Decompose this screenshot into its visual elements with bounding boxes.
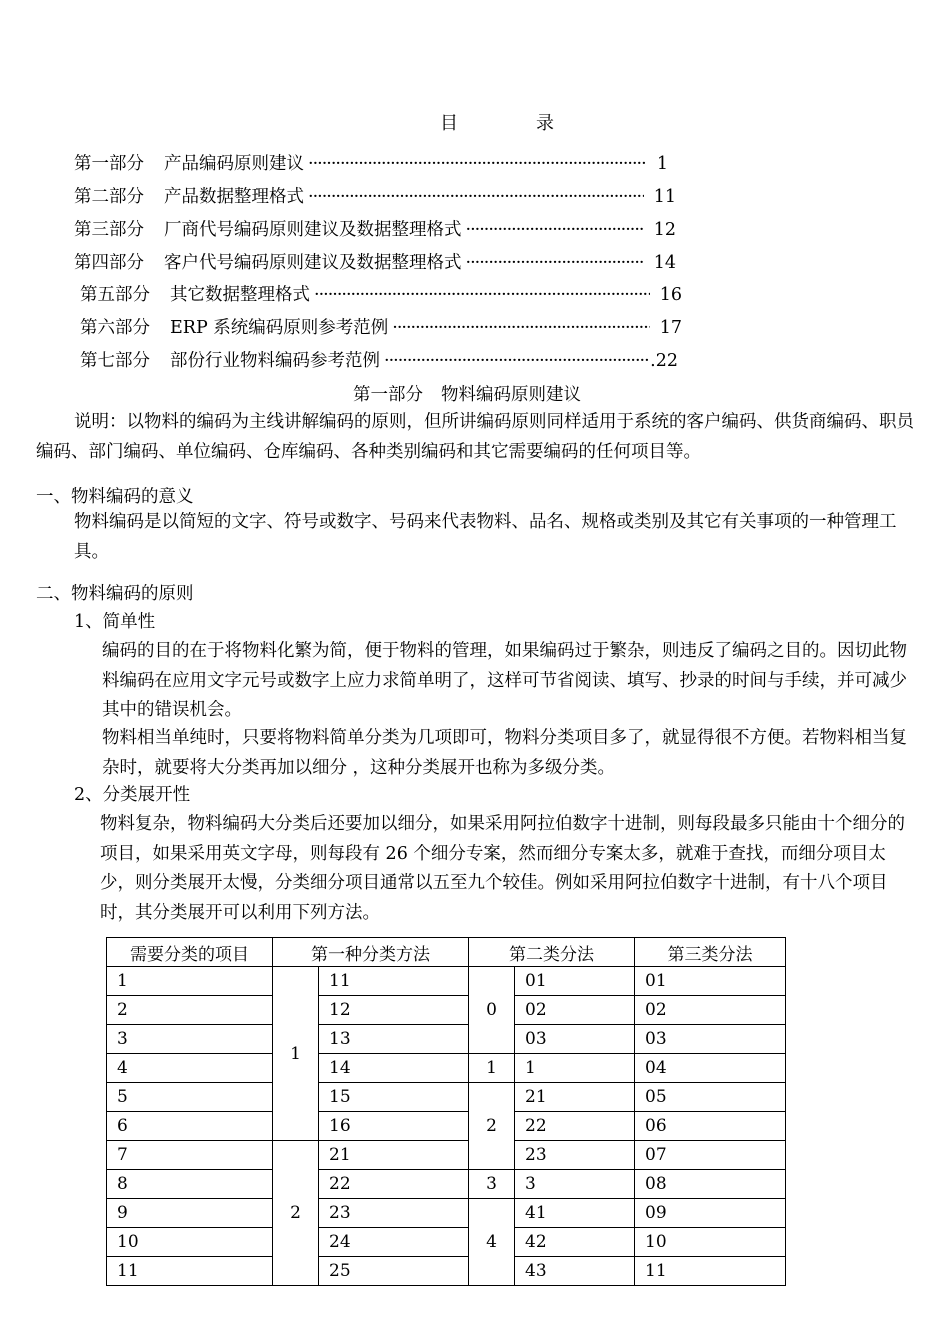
method3-code-cell: 04 bbox=[635, 1054, 786, 1083]
subheading-expandability: 2、分类展开性 bbox=[74, 785, 191, 805]
toc-page-number: 14 bbox=[653, 253, 676, 273]
item-cell: 3 bbox=[107, 1025, 273, 1054]
toc-page-number: 12 bbox=[653, 220, 676, 240]
toc-part: 第一部分 bbox=[74, 154, 144, 174]
item-cell: 10 bbox=[107, 1228, 273, 1257]
item-cell: 9 bbox=[107, 1199, 273, 1228]
method1-code-cell: 24 bbox=[319, 1228, 469, 1257]
method1-code-cell: 15 bbox=[319, 1083, 469, 1112]
toc-entry[interactable] bbox=[74, 216, 676, 244]
table-header: 需要分类的项目 bbox=[107, 938, 273, 967]
classification-table bbox=[106, 937, 786, 1286]
toc-part: 第二部分 bbox=[74, 187, 144, 207]
toc-entry-title: 产品编码原则建议 bbox=[164, 154, 304, 174]
method2-group-cell: 4 bbox=[469, 1199, 515, 1286]
toc-leader-dots bbox=[308, 183, 644, 211]
table-row bbox=[107, 996, 786, 1025]
method2-group-cell: 3 bbox=[469, 1170, 515, 1199]
table-row bbox=[107, 1054, 786, 1083]
method3-code-cell: 07 bbox=[635, 1141, 786, 1170]
toc-leader-dots bbox=[392, 314, 649, 342]
table-header: 第一种分类方法 bbox=[273, 938, 469, 967]
method2-code-cell: 02 bbox=[515, 996, 635, 1025]
method2-code-cell: 43 bbox=[515, 1257, 635, 1286]
section-part: 第一部分 bbox=[353, 385, 423, 405]
expandability-paragraph: 物料复杂，物料编码大分类后还要加以细分，如果采用阿拉伯数字十进制，则每段最多只能由十个细分的项目，如果采用英文字母，则每段有 26 个细分专案，然而细分专案太多，就难于查找，而细分项目太少，则分类展开太慢，分类细分项目通常以五至九个较佳。例如采用阿拉伯数字十进制，有十八个项目时，其分类展开可以利用下列方法。 bbox=[100, 814, 905, 923]
table-header: 第二类分法 bbox=[469, 938, 635, 967]
method2-group-cell: 2 bbox=[469, 1083, 515, 1170]
intro-paragraph: 说明：以物料的编码为主线讲解编码的原则，但所讲编码原则同样适用于系统的客户编码、供货商编码、职员编码、部门编码、单位编码、仓库编码、各种类别编码和其它需要编码的任何项目等。 bbox=[36, 412, 914, 462]
toc-entry-title: 客户代号编码原则建议及数据整理格式 bbox=[164, 253, 462, 273]
method2-group-cell: 0 bbox=[469, 967, 515, 1054]
toc-page-number: 17 bbox=[659, 318, 682, 338]
meaning-paragraph: 物料编码是以简短的文字、符号或数字、号码来代表物料、品名、规格或类别及其它有关事项的一种管理工具。 bbox=[74, 512, 897, 562]
method1-code-cell: 22 bbox=[319, 1170, 469, 1199]
heading-principles: 二、物料编码的原则 bbox=[36, 584, 194, 604]
toc-entry[interactable] bbox=[80, 314, 682, 342]
toc-entry[interactable] bbox=[74, 150, 668, 178]
toc-page-number: 1 bbox=[656, 154, 668, 174]
method1-code-cell: 12 bbox=[319, 996, 469, 1025]
toc-entry[interactable] bbox=[80, 281, 682, 309]
toc-part: 第七部分 bbox=[80, 351, 150, 371]
toc-page-number: 16 bbox=[659, 285, 682, 305]
method2-code-cell: 03 bbox=[515, 1025, 635, 1054]
method2-code-cell: 42 bbox=[515, 1228, 635, 1257]
toc-leader-dots bbox=[308, 150, 647, 178]
item-cell: 8 bbox=[107, 1170, 273, 1199]
toc-entry-title: 其它数据整理格式 bbox=[170, 285, 310, 305]
toc-leader-dots bbox=[384, 347, 650, 375]
method3-code-cell: 03 bbox=[635, 1025, 786, 1054]
toc-leader-dots bbox=[466, 216, 644, 244]
item-cell: 6 bbox=[107, 1112, 273, 1141]
method1-code-cell: 21 bbox=[319, 1141, 469, 1170]
item-cell: 11 bbox=[107, 1257, 273, 1286]
method3-code-cell: 05 bbox=[635, 1083, 786, 1112]
table-row bbox=[107, 1199, 786, 1228]
item-cell: 1 bbox=[107, 967, 273, 996]
toc-entry-title: 厂商代号编码原则建议及数据整理格式 bbox=[164, 220, 462, 240]
toc-entry[interactable] bbox=[80, 347, 678, 375]
method3-code-cell: 02 bbox=[635, 996, 786, 1025]
section-heading bbox=[353, 381, 581, 406]
item-cell: 7 bbox=[107, 1141, 273, 1170]
toc-part: 第六部分 bbox=[80, 318, 150, 338]
table-header: 第三类分法 bbox=[635, 938, 786, 967]
item-cell: 2 bbox=[107, 996, 273, 1025]
method2-group-cell: 1 bbox=[469, 1054, 515, 1083]
method2-code-cell: 41 bbox=[515, 1199, 635, 1228]
method2-code-cell: 01 bbox=[515, 967, 635, 996]
simplicity-paragraph-1: 编码的目的在于将物料化繁为简，便于物料的管理，如果编码过于繁杂，则违反了编码之目的。因切此物料编码在应用文字元号或数字上应力求简单明了，这样可节省阅读、填写、抄录的时间与手续，并可减少其中的错误机会。 bbox=[102, 641, 907, 720]
method1-code-cell: 11 bbox=[319, 967, 469, 996]
heading-meaning: 一、物料编码的意义 bbox=[36, 487, 194, 507]
simplicity-paragraph-2: 物料相当单纯时，只要将物料简单分类为几项即可，物料分类项目多了，就显得很不方便。若物料相当复杂时，就要将大分类再加以细分 ，这种分类展开也称为多级分类。 bbox=[102, 728, 907, 778]
toc-page-number: .22 bbox=[650, 351, 678, 371]
method2-code-cell: 1 bbox=[515, 1054, 635, 1083]
table-row bbox=[107, 1083, 786, 1112]
table-row bbox=[107, 967, 786, 996]
toc-page-number: 11 bbox=[653, 187, 676, 207]
method2-code-cell: 23 bbox=[515, 1141, 635, 1170]
table-row bbox=[107, 1025, 786, 1054]
section-title: 物料编码原则建议 bbox=[441, 385, 581, 405]
method1-code-cell: 25 bbox=[319, 1257, 469, 1286]
method1-code-cell: 13 bbox=[319, 1025, 469, 1054]
method3-code-cell: 06 bbox=[635, 1112, 786, 1141]
method1-code-cell: 14 bbox=[319, 1054, 469, 1083]
method3-code-cell: 10 bbox=[635, 1228, 786, 1257]
method1-group-cell: 2 bbox=[273, 1141, 319, 1286]
method3-code-cell: 11 bbox=[635, 1257, 786, 1286]
toc-title: 目 录 bbox=[440, 113, 584, 134]
method1-code-cell: 23 bbox=[319, 1199, 469, 1228]
method3-code-cell: 09 bbox=[635, 1199, 786, 1228]
method1-code-cell: 16 bbox=[319, 1112, 469, 1141]
item-cell: 5 bbox=[107, 1083, 273, 1112]
method3-code-cell: 01 bbox=[635, 967, 786, 996]
table-row bbox=[107, 1257, 786, 1286]
toc-entry-title: ERP 系统编码原则参考范例 bbox=[170, 318, 389, 338]
toc-leader-dots bbox=[314, 281, 650, 309]
toc-entry-title: 产品数据整理格式 bbox=[164, 187, 304, 207]
toc-entry[interactable] bbox=[74, 249, 676, 277]
method3-code-cell: 08 bbox=[635, 1170, 786, 1199]
toc-entry-title: 部份行业物料编码参考范例 bbox=[170, 351, 380, 371]
item-cell: 4 bbox=[107, 1054, 273, 1083]
method1-group-cell: 1 bbox=[273, 967, 319, 1141]
table-row bbox=[107, 1170, 786, 1199]
subheading-simplicity: 1、简单性 bbox=[74, 612, 156, 632]
toc-part: 第四部分 bbox=[74, 253, 144, 273]
toc-entry[interactable] bbox=[74, 183, 676, 211]
toc-part: 第五部分 bbox=[80, 285, 150, 305]
table-row bbox=[107, 1141, 786, 1170]
table-row bbox=[107, 1228, 786, 1257]
method2-code-cell: 22 bbox=[515, 1112, 635, 1141]
table-row bbox=[107, 1112, 786, 1141]
method2-code-cell: 21 bbox=[515, 1083, 635, 1112]
method2-code-cell: 3 bbox=[515, 1170, 635, 1199]
toc-part: 第三部分 bbox=[74, 220, 144, 240]
toc-leader-dots bbox=[466, 249, 644, 277]
table-header-row bbox=[107, 938, 786, 967]
